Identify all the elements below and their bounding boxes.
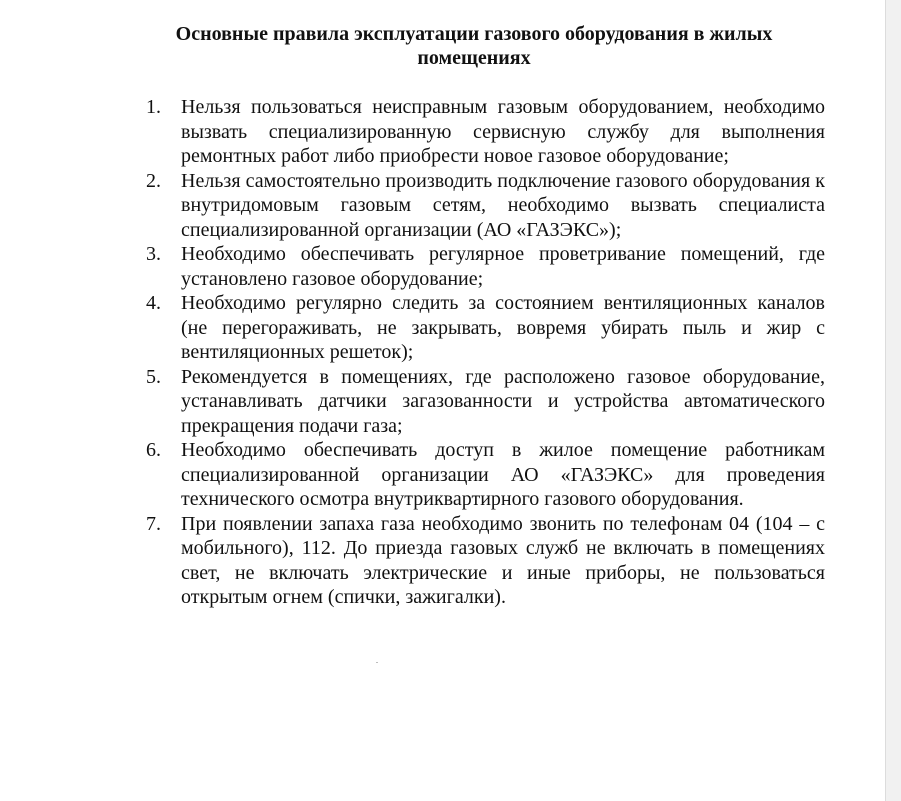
rule-number: 4. — [146, 292, 161, 314]
rule-text: Необходимо обеспечивать доступ в жилое помещение работникам специализированной организации АО «ГАЗЭКС» для проведения технического осмотра внутриквартирного газового оборудования. — [181, 439, 825, 510]
rule-number: 6. — [146, 439, 161, 461]
page-edge — [885, 0, 901, 801]
rule-text: Рекомендуется в помещениях, где расположено газовое оборудование, устанавливать датчики загазованности и устройства автоматического прекращения подачи газа; — [181, 365, 825, 437]
rule-number: 1. — [146, 96, 161, 118]
rule-text: Нельзя самостоятельно производить подключение газового оборудования к внутридомовым газовым сетям, необходимо вызвать специалиста специализированной организации (АО «ГАЗЭКС»); — [181, 169, 825, 241]
rule-number: 2. — [146, 169, 161, 192]
rule-text: Нельзя пользоваться неисправным газовым оборудованием, необходимо вызвать специализированную сервисную службу для выполнения ремонтных работ либо приобрести новое газовое оборудование; — [181, 96, 825, 167]
rule-item — [146, 365, 825, 439]
document-title: Основные правила эксплуатации газового оборудования в жилых помещениях — [175, 23, 773, 69]
rule-number: 7. — [146, 512, 161, 535]
rule-text: Необходимо регулярно следить за состоянием вентиляционных каналов (не перегораживать, не закрывать, вовремя убирать пыль и жир с вентиляционных решеток); — [181, 292, 825, 363]
rule-item — [146, 242, 825, 291]
rule-item — [146, 438, 825, 512]
rule-item — [146, 169, 825, 243]
rule-item — [146, 512, 825, 610]
rule-text: При появлении запаха газа необходимо звонить по телефонам 04 (104 – с мобильного), 112. До приезда газовых служб не включать в помещениях свет, не включать электрические и иные приборы, не пользоваться открытым огнем (спички, зажигалки). — [181, 512, 825, 608]
rule-text: Необходимо обеспечивать регулярное проветривание помещений, где установлено газовое оборудование; — [181, 243, 825, 290]
rule-number: 3. — [146, 243, 161, 265]
rules-list — [146, 95, 825, 610]
rule-item — [146, 95, 825, 169]
rule-item — [146, 291, 825, 365]
scan-speck — [376, 662, 378, 663]
rule-number: 5. — [146, 365, 161, 388]
